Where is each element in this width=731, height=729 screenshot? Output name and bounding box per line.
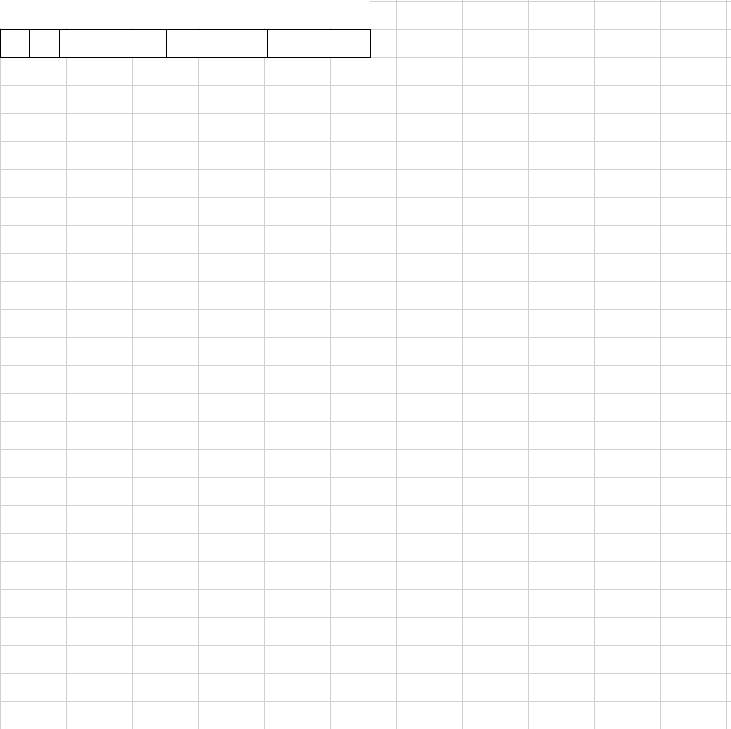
header-sire [167, 30, 268, 58]
header-dam-sire [268, 30, 371, 58]
page-title [0, 0, 370, 28]
entries-header-row [1, 30, 371, 58]
entries-table [0, 29, 371, 58]
header-horse-name [60, 30, 167, 58]
header-umaban [30, 30, 60, 58]
header-waku [1, 30, 30, 58]
